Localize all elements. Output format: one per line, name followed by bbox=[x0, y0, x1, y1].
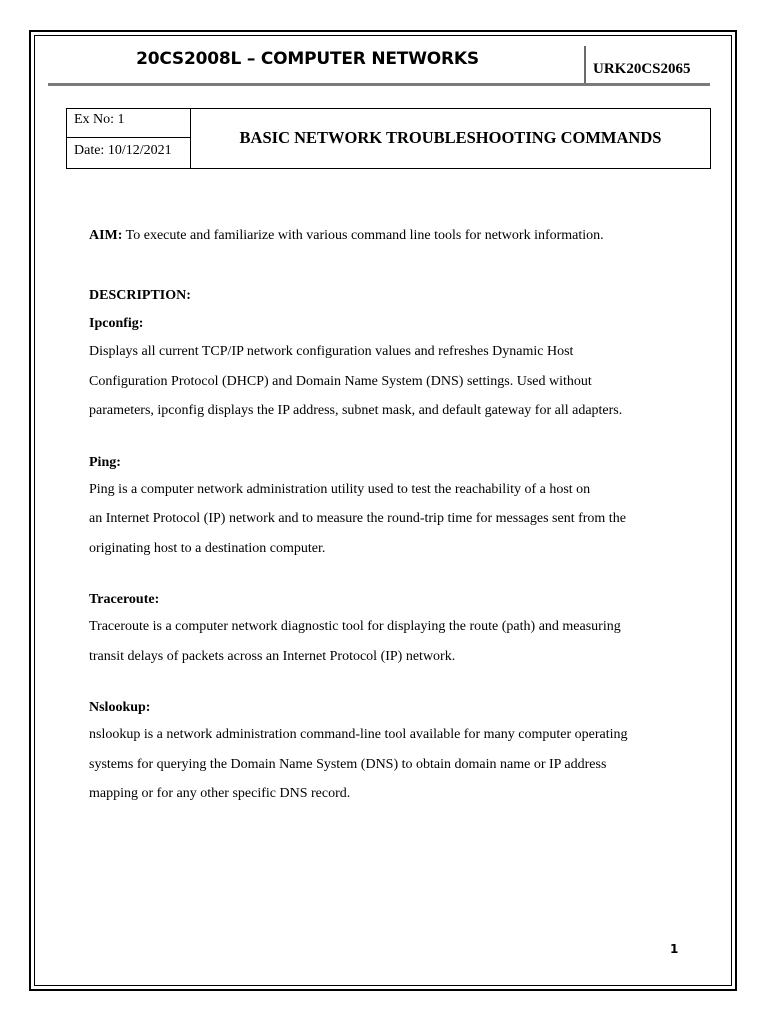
document-body bbox=[89, 225, 689, 809]
body-line: nslookup is a network administration command-line tool available for many computer operating bbox=[89, 727, 628, 742]
section-body-nslookup bbox=[89, 720, 689, 809]
course-title: 20CS2008L – COMPUTER NETWORKS bbox=[136, 49, 479, 69]
section-heading-ipconfig: Ipconfig: bbox=[89, 316, 144, 331]
section-body-ipconfig bbox=[89, 337, 689, 426]
body-line: Configuration Protocol (DHCP) and Domain Name System (DNS) settings. Used without bbox=[89, 373, 592, 389]
body-line: an Internet Protocol (IP) network and to measure the round-trip time for messages sent from the bbox=[89, 511, 626, 526]
exercise-meta-cell bbox=[67, 109, 191, 168]
section-heading-ping: Ping: bbox=[89, 454, 121, 470]
header-divider bbox=[584, 46, 586, 86]
body-line: Traceroute is a computer network diagnostic tool for displaying the route (path) and measuring bbox=[89, 619, 621, 634]
page-number: 1 bbox=[670, 942, 679, 956]
body-line: transit delays of packets across an Internet Protocol (IP) network. bbox=[89, 648, 456, 664]
meta-row-divider bbox=[67, 137, 190, 138]
description-heading: DESCRIPTION: bbox=[89, 288, 191, 303]
aim-text: To execute and familiarize with various command line tools for network information. bbox=[122, 228, 604, 243]
aim-label: AIM: bbox=[89, 228, 123, 243]
register-number: URK20CS2065 bbox=[593, 61, 691, 77]
exercise-date: Date: 10/12/2021 bbox=[74, 143, 172, 158]
body-line: mapping or for any other specific DNS record. bbox=[89, 786, 351, 801]
section-heading-nslookup: Nslookup: bbox=[89, 700, 151, 715]
body-line: originating host to a destination computer. bbox=[89, 540, 326, 556]
section-heading-traceroute: Traceroute: bbox=[89, 592, 160, 607]
exercise-title: BASIC NETWORK TROUBLESHOOTING COMMANDS bbox=[239, 128, 662, 147]
body-line: Displays all current TCP/IP network configuration values and refreshes Dynamic Host bbox=[89, 344, 574, 359]
exercise-number: Ex No: 1 bbox=[74, 112, 125, 127]
section-body-ping bbox=[89, 475, 689, 564]
exercise-info-table bbox=[66, 108, 711, 169]
aim-paragraph bbox=[89, 225, 689, 247]
header-rule bbox=[48, 83, 710, 86]
body-line: Ping is a computer network administration utility used to test the reachability of a host on bbox=[89, 481, 591, 497]
body-line: parameters, ipconfig displays the IP address, subnet mask, and default gateway for all adapters. bbox=[89, 403, 623, 418]
body-line: systems for querying the Domain Name System (DNS) to obtain domain name or IP address bbox=[89, 756, 607, 772]
section-body-traceroute bbox=[89, 612, 689, 671]
